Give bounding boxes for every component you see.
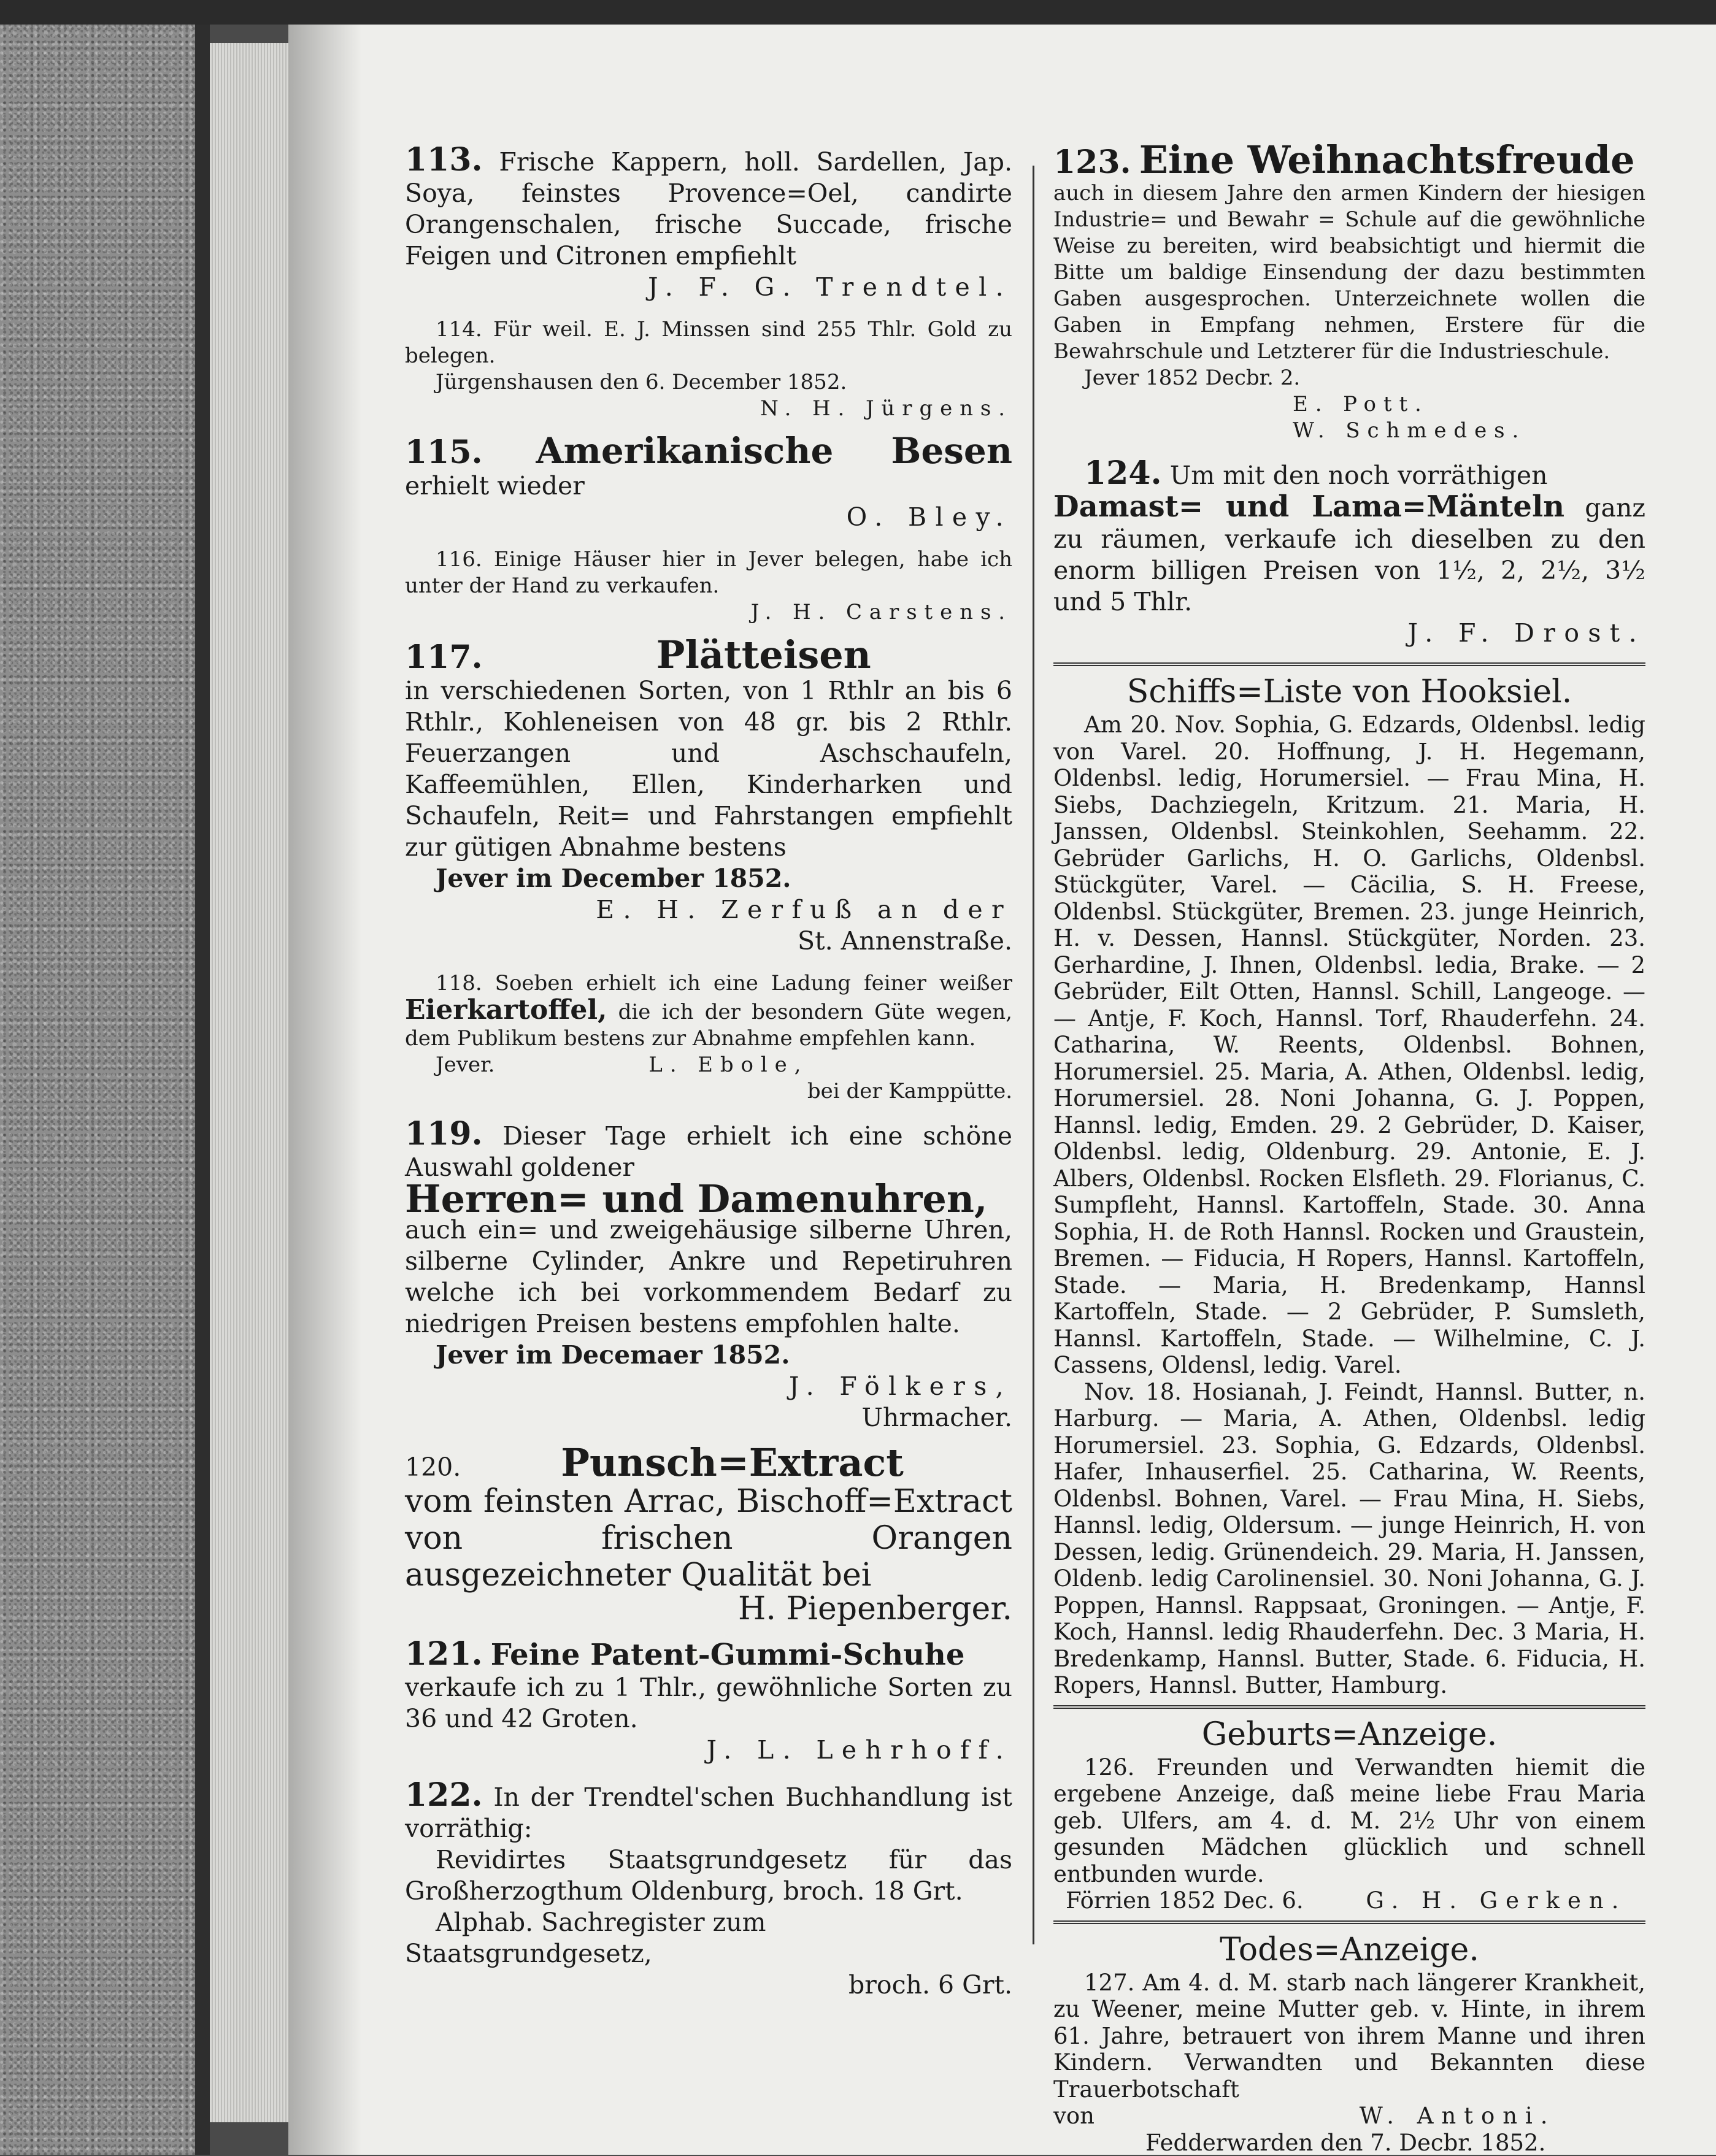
ad-title: Punsch=Extract <box>561 1440 904 1485</box>
ad-date: Jever im Decemaer 1852. <box>405 1340 1012 1371</box>
ad-signature: J. L. Lehrhoff. <box>405 1735 1012 1766</box>
ad-signature: N. H. Jürgens. <box>405 396 1012 422</box>
ad-number: 121. <box>405 1635 483 1673</box>
ad-signature: L. Ebole, <box>501 1053 808 1077</box>
ad-123 <box>1053 144 1645 444</box>
ad-title: Feine Patent-Gummi-Schuhe <box>491 1638 965 1672</box>
ad-113 <box>405 144 1012 303</box>
ad-124 <box>1053 458 1645 649</box>
ad-text: Dieser Tage erhielt ich eine schöne Auswahl goldener <box>405 1121 1012 1182</box>
ad-place: Jever. <box>405 1053 494 1077</box>
birth-heading: Geburts=Anzeige. <box>1053 1715 1645 1754</box>
section-rule <box>1053 1705 1645 1709</box>
gutter-shadow <box>288 25 362 2155</box>
ad-date: Jürgenshausen den 6. December 1852. <box>405 369 1012 396</box>
birth-date: Förrien 1852 Dec. 6. <box>1053 1887 1304 1914</box>
section-rule <box>1053 1920 1645 1924</box>
ad-signature-2: W. Schmedes. <box>1053 418 1645 444</box>
ad-signature-address: bei der Kamppütte. <box>405 1078 1012 1105</box>
section-rule <box>1053 662 1645 666</box>
ad-date: Jever im December 1852. <box>405 863 1012 894</box>
ad-signature-title: Uhrmacher. <box>405 1402 1012 1433</box>
ad-number: 115. <box>405 434 483 471</box>
ad-120 <box>405 1447 1012 1625</box>
ad-115 <box>405 435 1012 533</box>
ad-title: Eierkartoffel, <box>405 994 607 1026</box>
ad-signature: E. H. Zerfuß an der <box>405 894 1012 926</box>
death-heading: Todes=Anzeige. <box>1053 1930 1645 1970</box>
ad-number: 113. <box>405 141 483 178</box>
ad-signature: J. F. Drost. <box>1053 618 1645 649</box>
ad-text: Um mit den noch vorräthigen <box>1170 461 1548 490</box>
death-signature: W. Antoni. <box>1102 2103 1556 2129</box>
ad-number: 117. <box>405 639 483 676</box>
ad-signature-address: St. Annenstraße. <box>405 926 1012 957</box>
ad-118 <box>405 970 1012 1105</box>
ad-text-2: ganz zu räumen, verkaufe ich dieselben zu den enorm billigen Preisen von 1½, 2, 2½, 3½ und 5 Thlr. <box>1053 493 1645 616</box>
ad-text: 118. Soeben erhielt ich eine Ladung feiner weißer <box>436 971 1012 996</box>
ad-text: 116. Einige Häuser hier in Jever belegen, habe ich unter der Hand zu verkaufen. <box>405 547 1012 599</box>
ad-text-2: die ich der besondern Güte wegen, dem Publikum bestens zur Abnahme empfehlen kann. <box>405 1000 1012 1051</box>
ad-122 <box>405 1779 1012 2001</box>
ad-title: Eine Weihnachtsfreude <box>1139 137 1635 182</box>
ad-title: Plätteisen <box>656 632 871 677</box>
ad-text: In der Trendtel'schen Buchhandlung ist vorräthig: <box>405 1782 1012 1843</box>
book-item-price: broch. 6 Grt. <box>405 1970 1012 2001</box>
ad-date: Jever 1852 Decbr. 2. <box>1053 365 1645 391</box>
ad-text: auch in diesem Jahre den armen Kindern der hiesigen Industrie= und Bewahr = Schule auf die gewöhnliche Weise zu bereiten, wird beabsichtigt und hiermit die Bitte um baldige Einsendung der dazu bestimmten Gaben ausgesprochen. Unterzeichnete wollen die Gaben in Empfang nehmen, Erstere für die Bewahrschule und Letzterer für die Industrieschule. <box>1053 180 1645 365</box>
book-item: Revidirtes Staatsgrundgesetz für das Großherzogthum Oldenburg, broch. 18 Grt. <box>405 1844 1012 1907</box>
left-column <box>405 144 1012 2014</box>
ad-121 <box>405 1638 1012 1766</box>
ad-text-2: auch ein= und zweigehäusige silberne Uhren, silberne Cylinder, Ankre und Repetiruhren welche ich bei vorkommendem Bedarf zu niedrigen Preisen bestens empfohlen halte. <box>405 1214 1012 1340</box>
ad-116 <box>405 547 1012 626</box>
death-von: von <box>1053 2103 1095 2129</box>
ship-list-heading: Schiffs=Liste von Hooksiel. <box>1053 672 1645 712</box>
ad-text: verkaufe ich zu 1 Thlr., gewöhnliche Sorten zu 36 und 42 Groten. <box>405 1672 1012 1735</box>
ad-text: in verschiedenen Sorten, von 1 Rthlr an bis 6 Rthlr., Kohleneisen von 48 gr. bis 2 Rthlr. Feuerzangen und Aschschaufeln, Kaffeemühlen, Ellen, Kinderharken und Schaufeln, Reit= und Fahrstangen empfiehlt zur gütigen Abnahme bestens <box>405 675 1012 863</box>
ship-list-text: Am 20. Nov. Sophia, G. Edzards, Oldenbsl. ledig von Varel. 20. Hoffnung, J. H. Hegemann, Oldenbsl. ledig, Horumersiel. — Frau Mina, H. Siebs, Dachziegeln, Kritzum. 21. Maria, H. Janssen, Oldenbsl. Steinkohlen, Seehamm. 22. Gebrüder Garlichs, H. O. Garlichs, Oldenbsl. Stückgüter, Varel. — Cäcilia, S. H. Freese, Oldenbsl. Stückgüter, Bremen. 23. junge Heinrich, H. v. Dessen, Hannsl. Stückgüter, Norden. 23. Gerhardine, J. Ihnen, Oldenbsl. ledia, Brake. — 2 Gebrüder, Eilt Otten, Hannsl. Schill, Langeoge. — — Antje, F. Koch, Hannsl. Torf, Rhauderfehn. 24. Catharina, W. Reents, Oldenbsl. Bohnen, Horumersiel. 25. Maria, A. Athen, Oldenbsl. ledig, Horumersiel. 28. Noni Johanna, G. J. Poppen, Hannsl. ledig, Emden. 29. 2 Gebrüder, D. Kaiser, Oldenbsl. ledig, Oldenburg. 29. Antonie, E. J. Albers, Oldenbsl. Rocken Elsfleth. 29. Florianus, C. Sumpfleht, Hannsl. Kartoffeln, Stade. 30. Anna Sophia, H. de Roth Hannsl. Rocken und Graustein, Bremen. — Fiducia, H Ropers, Hannsl. Kartoffeln, Stade. — Maria, H. Bredenkamp, Hannsl Kartoffeln, Stade. — 2 Gebrüder, P. Sumsleth, Hannsl. Kartoffeln, Stade. — Wilhelmine, C. J. Cassens, Oldensl, ledig. Varel. <box>1053 712 1645 1379</box>
ad-number: 122. <box>405 1776 483 1814</box>
ad-number: 120. <box>405 1452 461 1482</box>
ship-list-text-2: Nov. 18. Hosianah, J. Feindt, Hannsl. Butter, n. Harburg. — Maria, A. Athen, Oldenbsl. ledig Horumersiel. 23. Sophia, G. Edzards, Oldenbsl. Hafer, Inhauserfiel. 25. Catharina, W. Reents, Oldenbsl. Bohnen, Varel. — Frau Mina, H. Siebs, Hannsl. ledig, Oldersum. — junge Heinrich, H. von Dessen, ledig. Grünendeich. 29. Maria, H. Janssen, Oldenb. ledig Carolinensiel. 30. Noni Johanna, G. J. Poppen, Hannsl. Rappsaat, Groningen. — Antje, F. Koch, Hannsl. ledig Rhauderfehn. Dec. 3 Maria, H. Bredenkamp, Hannsl. Butter, Stade. 6. Fiducia, H. Ropers, Hannsl. Butter, Hamburg. <box>1053 1379 1645 1699</box>
ad-signature: J. Fölkers, <box>405 1371 1012 1402</box>
ad-number: 123. <box>1053 144 1131 181</box>
ad-text: 114. Für weil. E. J. Minssen sind 255 Thlr. Gold zu belegen. <box>405 316 1012 369</box>
book-spine-edge <box>195 25 210 2155</box>
ad-114 <box>405 316 1012 422</box>
scanner-background <box>0 0 1716 25</box>
ad-119 <box>405 1118 1012 1433</box>
ad-signature: J. F. G. Trendtel. <box>405 272 1012 303</box>
birth-text: 126. Freunden und Verwandten hiemit die ergebene Anzeige, daß meine liebe Frau Maria geb. Ulfers, am 4. d. M. 2½ Uhr von einem gesunden Mädchen glücklich und schnell entbunden wurde. <box>1053 1754 1645 1888</box>
book-cover-marbled <box>0 25 202 2155</box>
column-divider <box>1033 166 1034 1944</box>
ad-title: Herren= und Damenuhren, <box>405 1183 1012 1214</box>
ad-number: 119. <box>405 1115 483 1153</box>
ad-number: 124. <box>1084 455 1162 492</box>
ad-signature: J. H. Carstens. <box>405 599 1012 626</box>
death-text: 127. Am 4. d. M. starb nach längerer Krankheit, zu Weener, meine Mutter geb. v. Hinte, in ihrem 61. Jahre, betrauert von ihrem Manne und ihren Kindern. Verwandten und Bekannten diese Trauerbotschaft <box>1053 1970 1645 2103</box>
book-item: Alphab. Sachregister zum Staatsgrundgesetz, <box>405 1907 1012 1970</box>
ad-text: erhielt wieder <box>405 471 585 501</box>
death-date: Fedderwarden den 7. Decbr. 1852. <box>1053 2130 1645 2156</box>
right-column <box>1053 144 1645 2156</box>
ad-117 <box>405 639 1012 957</box>
ad-signature: H. Piepenberger. <box>405 1594 1012 1625</box>
ad-signature: E. Pott. <box>1053 391 1645 418</box>
birth-signature: G. H. Gerken. <box>1310 1887 1626 1914</box>
ad-title: Damast= und Lama=Mänteln <box>1053 489 1564 524</box>
ad-text: vom feinsten Arrac, Bischoff=Extract von frischen Orangen ausgezeichneter Qualität bei <box>405 1483 1012 1594</box>
ad-text: Frische Kappern, holl. Sardellen, Jap. Soya, feinstes Provence=Oel, candirte Orangenschalen, frische Succade, frische Feigen und Citronen empfiehlt <box>405 147 1012 270</box>
ad-title: Amerikanische Besen <box>536 430 1012 472</box>
ad-signature: O. Bley. <box>405 502 1012 533</box>
